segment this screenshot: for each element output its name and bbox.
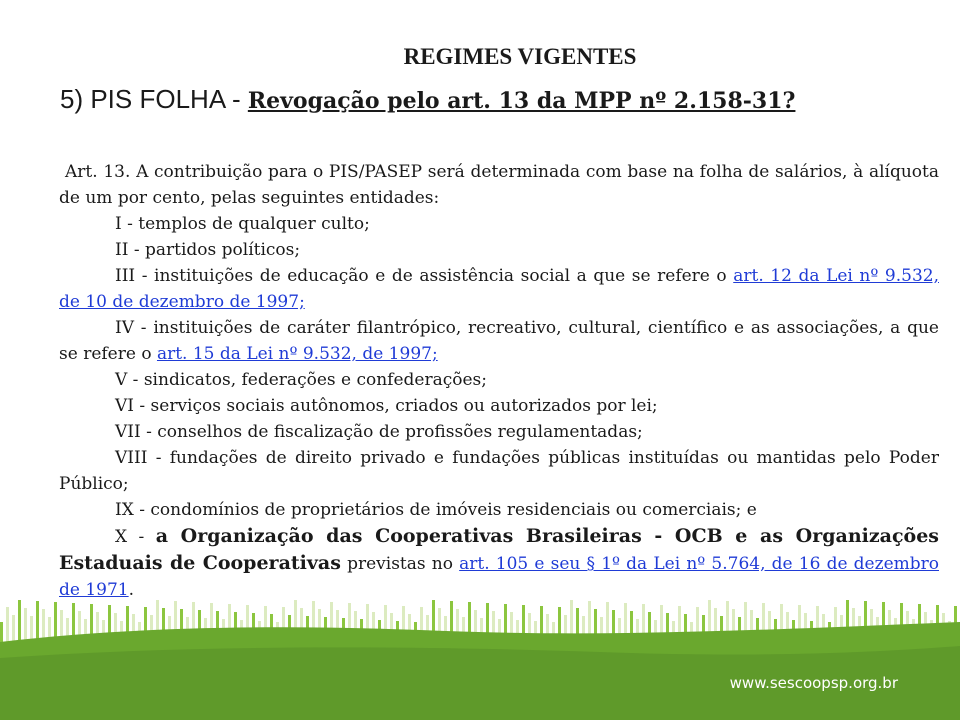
article-item-3	[59, 263, 939, 315]
page-heading: REGIMES VIGENTES	[403, 44, 637, 69]
slide-subtitle	[60, 84, 795, 115]
article-text	[59, 159, 939, 603]
website-url: www.sescoopsp.org.br	[729, 674, 898, 692]
article-item-8: VIII - fundações de direito privado e fundações públicas instituídas ou mantidas pelo Poder Público;	[59, 448, 939, 494]
article-item-1: I - templos de qualquer culto;	[115, 214, 370, 234]
article-item-10	[59, 523, 939, 603]
article-item-4	[59, 315, 939, 367]
item-10-link[interactable]: art. 105 e seu § 1º da Lei nº 5.764, de 16 de dezembro de 1971	[59, 554, 939, 600]
article-item-6: VI - serviços sociais autônomos, criados ou autorizados por lei;	[115, 396, 658, 416]
article-item-7: VII - conselhos de fiscalização de profissões regulamentadas;	[115, 422, 643, 442]
article-item-9: IX - condomínios de proprietários de imóveis residenciais ou comerciais; e	[115, 500, 757, 520]
item-10-end: .	[128, 580, 135, 600]
item-3-link[interactable]: art. 12 da Lei nº 9.532, de 10 de dezembro de 1997;	[59, 266, 939, 312]
footer-grass-banner	[0, 600, 960, 720]
item-10-prefix: X -	[115, 527, 156, 547]
item-3-text: III - instituições de educação e de assistência social a que se refere o	[115, 266, 734, 286]
subtitle-prefix: 5) PIS FOLHA -	[60, 84, 248, 114]
article-item-5: V - sindicatos, federações e confederações;	[115, 370, 488, 390]
item-10-bold: a Organização das Cooperativas Brasileiras - OCB e as Organizações Estaduais de Cooperativas	[59, 525, 939, 574]
item-10-text: previstas no	[340, 554, 460, 574]
item-4-text: IV - instituições de caráter filantrópico, recreativo, cultural, científico e as associações, a que se refere o	[59, 318, 939, 364]
subtitle-bold: Revogação pelo art. 13 da MPP nº 2.158-31?	[247, 88, 796, 114]
article-item-2: II - partidos políticos;	[115, 240, 301, 260]
article-intro: Art. 13. A contribuição para o PIS/PASEP será determinada com base na folha de salários, à alíquota de um por cento, pelas seguintes entidades:	[59, 162, 939, 208]
item-4-link[interactable]: art. 15 da Lei nº 9.532, de 1997;	[156, 344, 438, 364]
